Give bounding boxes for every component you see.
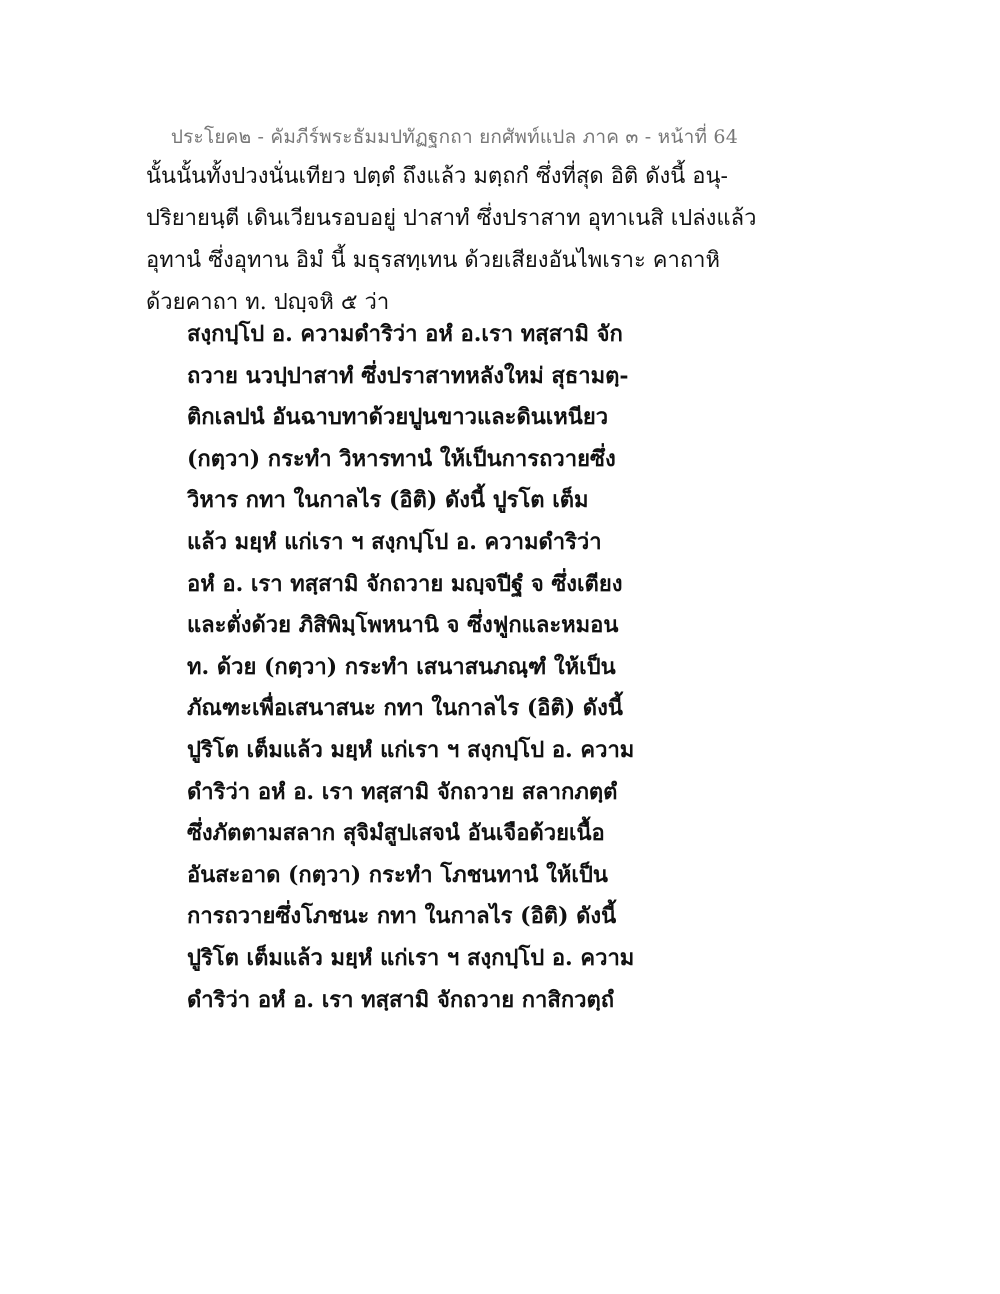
verse-line: และตั่งด้วย ภิสิพิมฺโพหนานิ จ ซึ่งฟูกและหมอน (187, 612, 619, 639)
verse-line: ปูริโต เต็มแล้ว มยฺหํ แก่เรา ฯ สงฺกปฺโป อ. ความ (187, 736, 635, 763)
verse-line: สงฺกปฺโป อ. ความดำริว่า อหํ อ.เรา ทสฺสามิ จัก (187, 321, 623, 347)
verse-line: ถวาย นวปฺปาสาทํ ซึ่งปราสาทหลังใหม่ สุธามตฺ- (187, 362, 629, 389)
intro-paragraph (146, 156, 766, 324)
intro-line: นั้นนั้นทั้งปวงนั่นเทียว ปตฺตํ ถึงแล้ว มตฺถกํ ซึ่งที่สุด อิติ ดังนี้ อนุ- (146, 164, 728, 189)
running-header: ประโยค๒ - คัมภีร์พระธัมมปทัฏฐกถา ยกศัพท์แปล ภาค ๓ - หน้าที่ 64 (170, 126, 738, 148)
verse-line: อหํ อ. เรา ทสฺสามิ จักถวาย มญฺจปีฐํ จ ซึ่งเตียง (187, 570, 623, 597)
verse-line: ภัณฑะเพื่อเสนาสนะ กทา ในกาลไร (อิติ) ดังนี้ (187, 695, 623, 722)
intro-line: ปริยายนฺตี เดินเวียนรอบอยู่ ปาสาทํ ซึ่งปราสาท อุทาเนสิ เปล่งแล้ว (146, 206, 757, 231)
verse-line: ดำริว่า อหํ อ. เรา ทสฺสามิ จักถวาย กาสิกวตฺถํ (187, 986, 615, 1013)
verse-line: แล้ว มยฺหํ แก่เรา ฯ สงฺกปฺโป อ. ความดำริว่า (187, 528, 602, 555)
verse-line: ดำริว่า อหํ อ. เรา ทสฺสามิ จักถวาย สลากภตฺตํ (187, 778, 618, 805)
verse-line: อันสะอาด (กตฺวา) กระทำ โภชนทานํ ให้เป็น (187, 861, 608, 888)
intro-line: อุทานํ ซึ่งอุทาน อิมํ นี้ มธุรสทฺเทน ด้วยเสียงอันไพเราะ คาถาหิ (146, 248, 721, 273)
verse-line: การถวายซึ่งโภชนะ กทา ในกาลไร (อิติ) ดังนี้ (187, 903, 617, 930)
verse-block (187, 314, 787, 1021)
verse-line: วิหาร กทา ในกาลไร (อิติ) ดังนี้ ปูรโต เต็ม (187, 487, 589, 514)
intro-line: ด้วยคาถา ท. ปญฺจหิ ๕ ว่า (146, 290, 390, 315)
verse-line: ปูริโต เต็มแล้ว มยฺหํ แก่เรา ฯ สงฺกปฺโป อ. ความ (187, 944, 635, 971)
verse-line: ท. ด้วย (กตฺวา) กระทำ เสนาสนภณฺฑํ ให้เป็น (187, 653, 616, 680)
verse-line: ติกเลปนํ อันฉาบทาด้วยปูนขาวและดินเหนียว (187, 404, 609, 431)
verse-line: (กตฺวา) กระทำ วิหารทานํ ให้เป็นการถวายซึ่ง (187, 445, 616, 472)
verse-line: ซึ่งภัตตามสลาก สุจิมํสูปเสจนํ อันเจือด้วยเนื้อ (187, 820, 605, 847)
